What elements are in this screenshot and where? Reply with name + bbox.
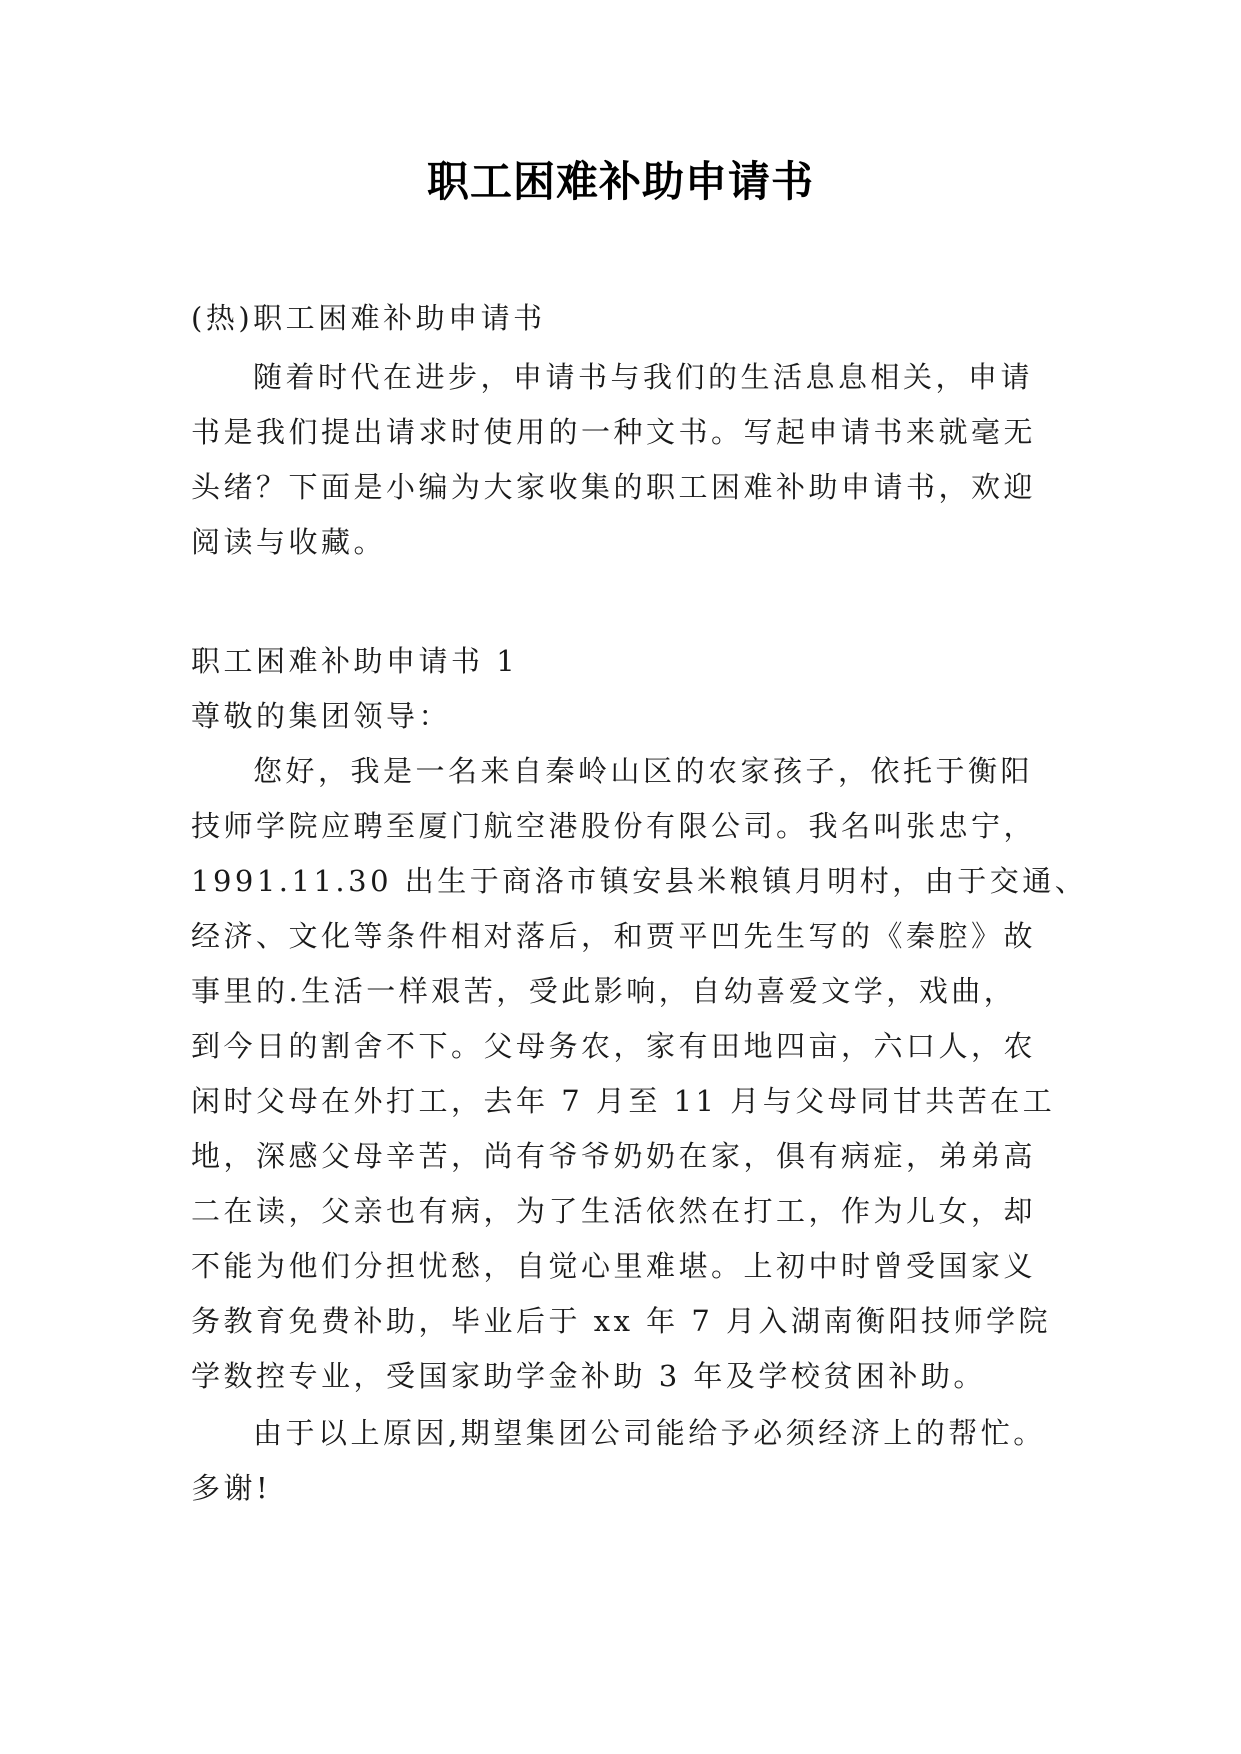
section-heading: 职工困难补助申请书 1: [191, 644, 519, 678]
closing-paragraph-line-2: 多谢!: [191, 1471, 272, 1505]
body-paragraph-line-5: 事里的.生活一样艰苦，受此影响，自幼喜爱文学，戏曲，: [191, 974, 1017, 1008]
body-paragraph-line-1: 您好，我是一名来自秦岭山区的农家孩子，依托于衡阳: [253, 754, 1034, 788]
body-paragraph-line-7: 闲时父母在外打工，去年 7 月至 11 月与父母同甘共苦在工: [191, 1084, 1056, 1118]
body-paragraph-line-9: 二在读，父亲也有病，为了生活依然在打工，作为儿女，却: [191, 1194, 1037, 1228]
body-paragraph-line-6: 到今日的割舍不下。父母务农，家有田地四亩，六口人，农: [191, 1029, 1037, 1063]
intro-paragraph-line-1: 随着时代在进步，申请书与我们的生活息息相关，申请: [253, 360, 1034, 394]
salutation: 尊敬的集团领导：: [191, 699, 452, 733]
document-title: 职工困难补助申请书: [426, 157, 814, 206]
body-paragraph-line-12: 学数控专业，受国家助学金补助 3 年及学校贫困补助。: [191, 1359, 986, 1393]
body-paragraph-line-4: 经济、文化等条件相对落后，和贾平凹先生写的《秦腔》故: [191, 919, 1037, 953]
intro-paragraph-line-4: 阅读与收藏。: [191, 525, 387, 559]
intro-paragraph-line-2: 书是我们提出请求时使用的一种文书。写起申请书来就毫无: [191, 415, 1037, 449]
body-paragraph-line-10: 不能为他们分担忧愁，自觉心里难堪。上初中时曾受国家义: [191, 1249, 1037, 1283]
body-paragraph-line-3: 1991.11.30 出生于商洛市镇安县米粮镇月明村，由于交通、: [191, 864, 1088, 898]
intro-paragraph-line-3: 头绪？下面是小编为大家收集的职工困难补助申请书，欢迎: [191, 470, 1037, 504]
subtitle-line: (热)职工困难补助申请书: [191, 301, 546, 335]
body-paragraph-line-11: 务教育免费补助，毕业后于 xx 年 7 月入湖南衡阳技师学院: [191, 1304, 1052, 1338]
body-paragraph-line-8: 地，深感父母辛苦，尚有爷爷奶奶在家，俱有病症，弟弟高: [191, 1139, 1037, 1173]
closing-paragraph-line-1: 由于以上原因,期望集团公司能给予必须经济上的帮忙。: [253, 1416, 1046, 1450]
body-paragraph-line-2: 技师学院应聘至厦门航空港股份有限公司。我名叫张忠宁，: [191, 809, 1037, 843]
